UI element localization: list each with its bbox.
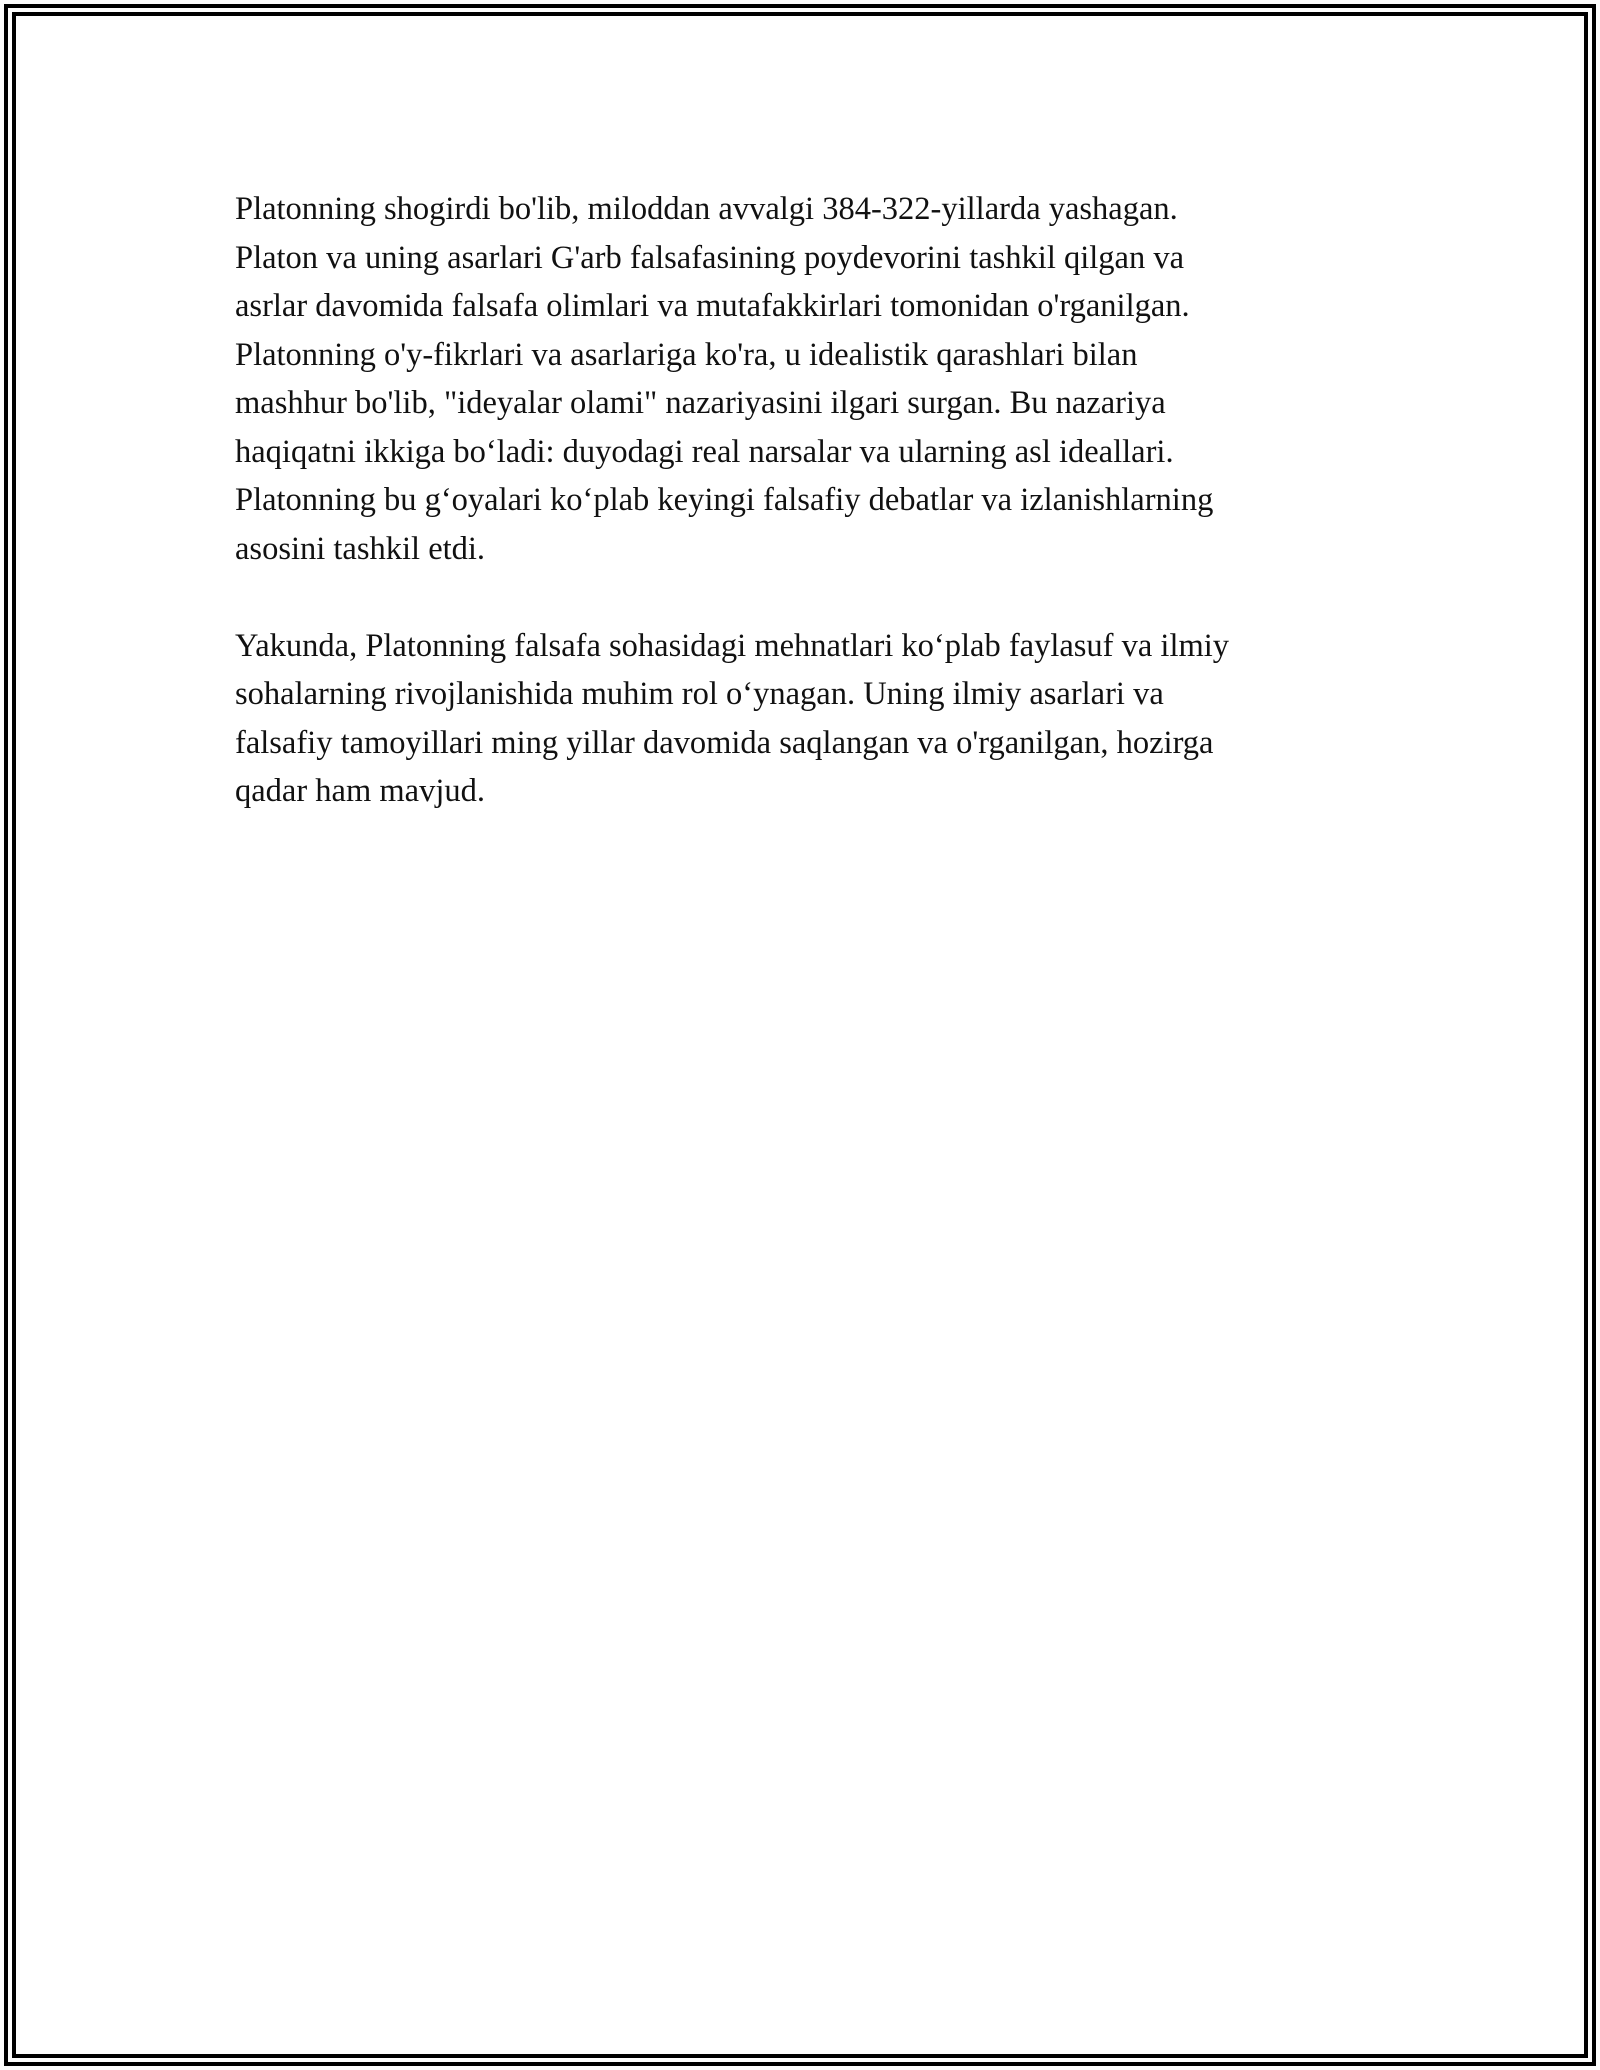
paragraph-line: sohalarning rivojlanishida muhim rol oʻynagan. Uning ilmiy asarlari va xyxy=(235,676,1164,712)
paragraph-line: Platon va uning asarlari G'arb falsafasining poydevorini tashkil qilgan va xyxy=(235,239,1185,276)
paragraph-line: Yakunda, Platonning falsafa sohasidagi mehnatlari koʻplab faylasuf va ilmiy xyxy=(235,627,1230,664)
document-body xyxy=(235,185,1385,864)
paragraph-line: Platonning shogirdi bo'lib, miloddan avvalgi 384-322-yillarda yashagan. xyxy=(235,191,1178,227)
paragraph-line: haqiqatni ikkiga boʻladi: duyodagi real narsalar va ularning asl ideallari. xyxy=(235,433,1174,470)
paragraph-line: asrlar davomida falsafa olimlari va mutafakkirlari tomonidan o'rganilgan. xyxy=(235,288,1190,324)
paragraph-line: falsafiy tamoyillari ming yillar davomida saqlangan va o'rganilgan, hozirga xyxy=(235,724,1214,761)
paragraph-line: mashhur bo'lib, "ideyalar olami" nazariyasini ilgari surgan. Bu nazariya xyxy=(235,385,1166,421)
paragraph-1 xyxy=(235,185,1385,573)
paragraph-line: Platonning bu gʻoyalari koʻplab keyingi falsafiy debatlar va izlanishlarning xyxy=(235,482,1214,518)
paragraph-line: Platonning o'y-fikrlari va asarlariga ko'ra, u idealistik qarashlari bilan xyxy=(235,336,1138,373)
paragraph-line: asosini tashkil etdi. xyxy=(235,530,486,567)
paragraph-line: qadar ham mavjud. xyxy=(235,773,485,809)
paragraph-2 xyxy=(235,622,1385,816)
